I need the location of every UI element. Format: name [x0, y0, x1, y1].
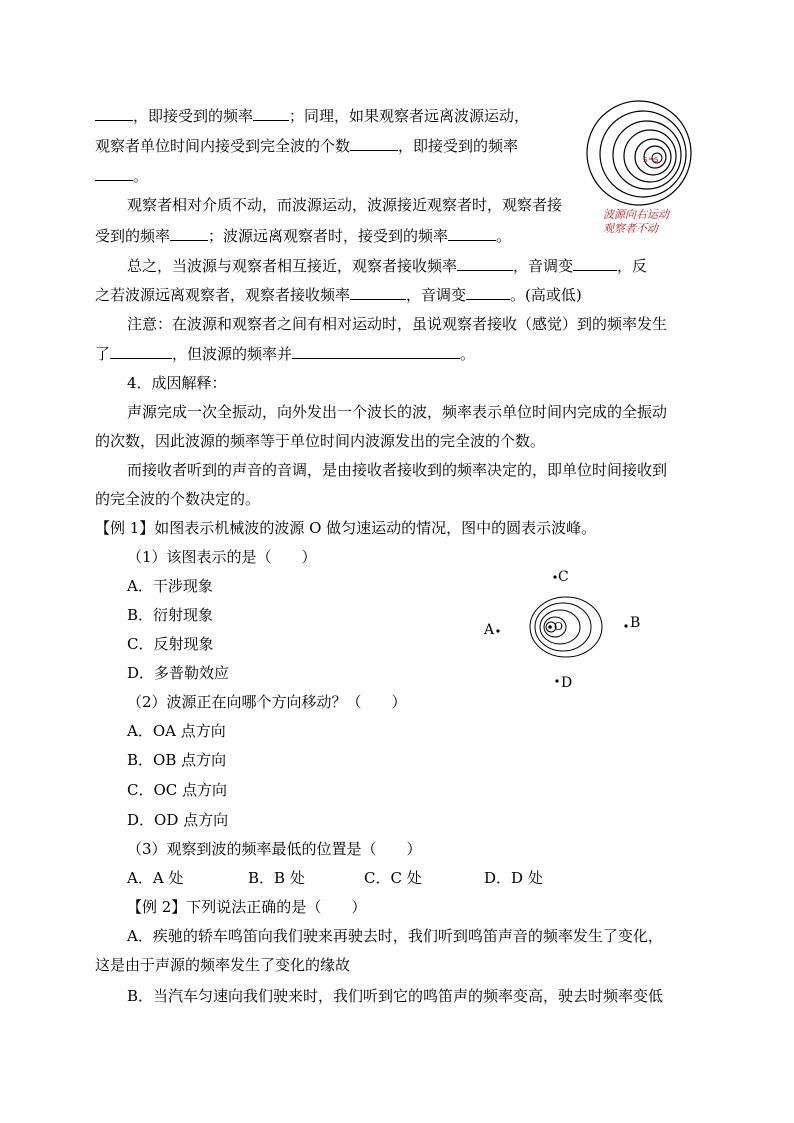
- point-b: [624, 624, 627, 627]
- section4-heading: 4．成因解释：: [127, 374, 227, 392]
- blank[interactable]: [253, 105, 289, 121]
- label-c: C: [558, 569, 569, 585]
- example2-option-a-line1[interactable]: A．疾驰的轿车鸣笛向我们驶来再驶去时，我们听到鸣笛声音的频率发生了变化，: [127, 927, 663, 945]
- q3-option-b[interactable]: B．B 处: [248, 869, 305, 887]
- q2-option-d[interactable]: D．OD 点方向: [127, 811, 229, 829]
- blank[interactable]: [110, 343, 172, 359]
- source-point-o: [548, 625, 552, 629]
- example2-option-b-line1[interactable]: B．当汽车匀速向我们驶来时，我们听到它的鸣笛声的频率变高，驶去时频率变低: [127, 987, 664, 1005]
- blank[interactable]: [350, 284, 406, 300]
- q1-option-b[interactable]: B．衍射现象: [127, 606, 214, 624]
- example1-q1: （1）该图表示的是（ ）: [127, 548, 317, 566]
- section4-p2-line2: 的完全波的个数决定的。: [95, 490, 261, 508]
- label-a: A: [484, 622, 495, 638]
- blank[interactable]: [95, 105, 133, 121]
- q2-option-b[interactable]: B．OB 点方向: [127, 751, 227, 769]
- example1-q2: （2）波源正在向哪个方向移动？（ ）: [127, 693, 407, 711]
- point-d: [555, 679, 558, 682]
- q3-option-c[interactable]: C．C 处: [364, 869, 422, 887]
- example1-title: 【例 1】如图表示机械波的波源 O 做匀速运动的情况，图中的圆表示波峰。: [95, 519, 597, 537]
- point-a: [496, 629, 499, 632]
- q3-option-a[interactable]: A．A 处: [127, 869, 184, 887]
- q2-option-a[interactable]: A．OA 点方向: [127, 722, 226, 740]
- figure-caption-line1: 波源向右运动: [603, 208, 669, 221]
- point-c: [553, 575, 556, 578]
- q1-option-c[interactable]: C．反射现象: [127, 635, 214, 653]
- section4-p1-line2: 的次数，因此波源的频率等于单位时间内波源发出的完全波的个数。: [95, 432, 546, 450]
- blank[interactable]: [350, 135, 398, 151]
- p3-line1: 总之，当波源与观察者相互接近，观察者接收频率 ，音调变 ，反: [127, 257, 648, 275]
- blank[interactable]: [573, 255, 617, 271]
- section4-p2-line1: 而接收者听到的声音的音调，是由接收者接收到的频率决定的，即单位时间接收到: [127, 461, 668, 479]
- blank[interactable]: [448, 225, 496, 241]
- p3-line2: 之若波源远离观察者，观察者接收频率 ，音调变 。(高或低): [95, 286, 582, 304]
- label-b: B: [630, 615, 641, 631]
- section4-p1-line1: 声源完成一次全振动，向外发出一个波长的波，频率表示单位时间内完成的全振动: [127, 403, 668, 421]
- example2-title: 【例 2】下列说法正确的是（ ）: [127, 898, 367, 916]
- example2-option-a-line2: 这是由于声源的频率发生了变化的缘故: [95, 956, 351, 974]
- label-d: D: [561, 675, 573, 691]
- observer-label: S: [654, 156, 659, 164]
- q2-option-c[interactable]: C．OC 点方向: [127, 781, 228, 799]
- figure-caption-line2: 观察者不动: [603, 222, 658, 235]
- q3-option-d[interactable]: D．D 处: [484, 869, 543, 887]
- q1-option-a[interactable]: A．干涉现象: [127, 577, 213, 595]
- blank[interactable]: [292, 343, 460, 359]
- blank[interactable]: [95, 165, 133, 181]
- p1-line1: ，即接受到的频率 ；同理，如果观察者远离波源运动，: [95, 105, 529, 126]
- p4-line2: 了 ，但波源的频率并 。: [95, 345, 476, 363]
- p2-line2: 受到的频率 ；波源远离观察者时，接受到的频率 。: [95, 227, 512, 245]
- q1-option-d[interactable]: D．多普勒效应: [127, 664, 230, 682]
- blank[interactable]: [170, 225, 208, 241]
- example1-q3: （3）观察到波的频率最低的位置是（ ）: [127, 840, 422, 858]
- source-label: S: [643, 156, 648, 164]
- p1-line3: 。: [95, 165, 148, 186]
- p1-line2: 观察者单位时间内接受到完全波的个数 ，即接受到的频率: [95, 137, 519, 155]
- doppler-figure-top: [584, 98, 694, 208]
- label-o: O: [554, 620, 564, 633]
- blank[interactable]: [457, 255, 513, 271]
- blank[interactable]: [466, 284, 510, 300]
- p2-line1: 观察者相对介质不动，而波源运动，波源接近观察者时，观察者接: [127, 196, 563, 214]
- p4-line1: 注意：在波源和观察者之间有相对运动时，虽说观察者接收（感觉）到的频率发生: [127, 315, 668, 333]
